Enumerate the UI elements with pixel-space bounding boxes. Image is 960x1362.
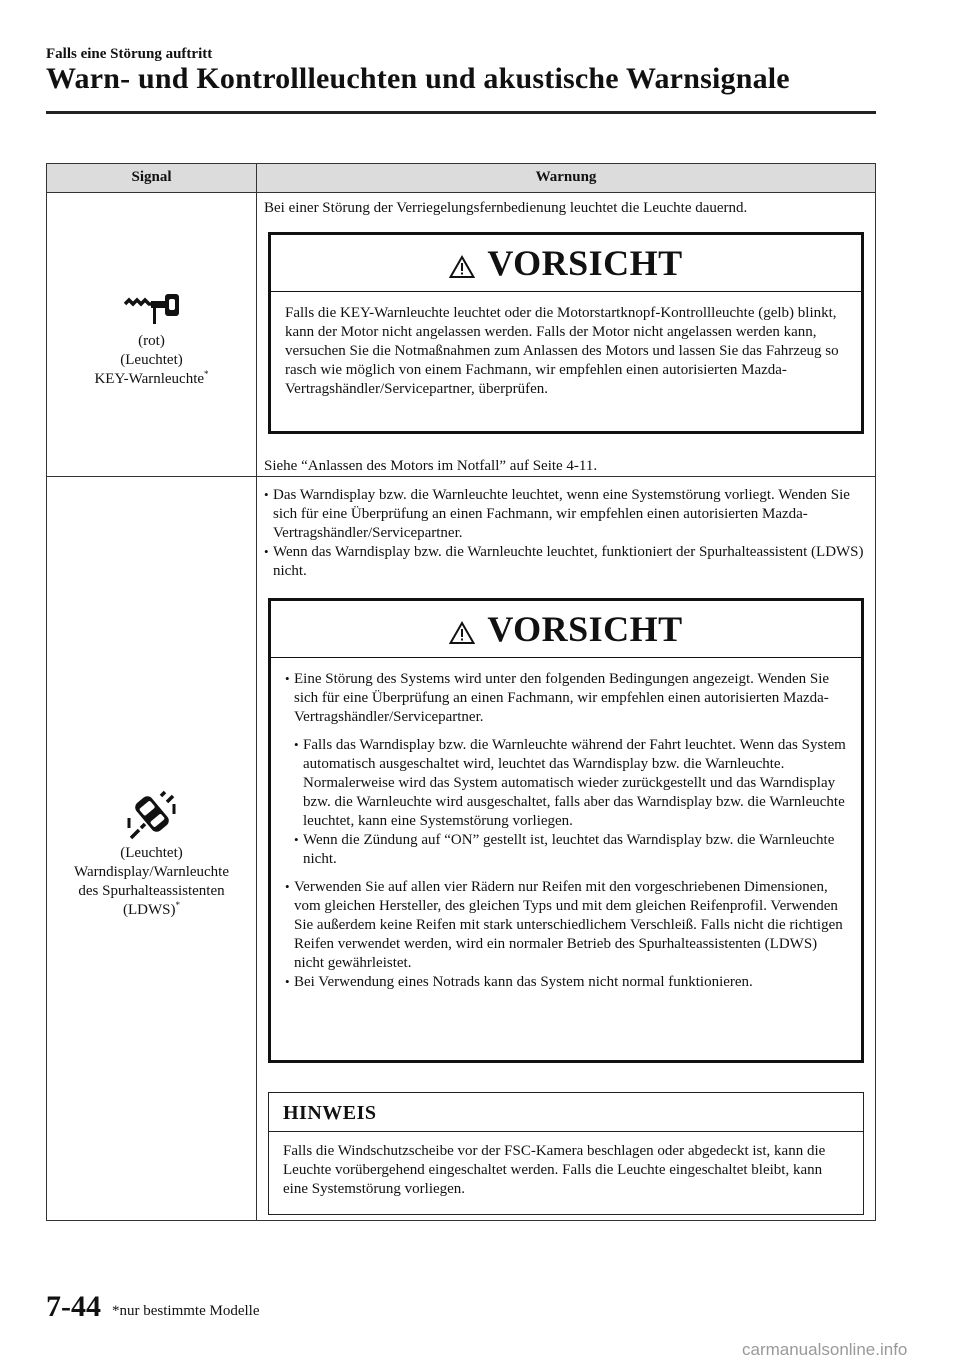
signal-line: (Leuchtet) <box>120 352 183 368</box>
title-rule <box>46 111 876 114</box>
signal-table <box>46 163 876 1221</box>
key-warning-icon <box>123 292 181 326</box>
warning-triangle-icon <box>449 621 475 645</box>
lane-departure-warning-icon <box>127 788 177 840</box>
caution-bullet: • Verwenden Sie auf allen vier Rädern nur Reifen mit den vorgeschriebenen Dimensionen, vom gleichen Hersteller, des gleichen Typs und mit dem gleichen Reifenprofil. Verwenden Sie außerdem keine Reifen mit stark unterschiedlichem Verschleiß. Falls nicht die richtigen Reifen verwendet werden, wird ein normaler Betrieb des Spurhalteassistenten (LDWS) nicht gewährleistet. <box>285 878 847 973</box>
hinweis-title: HINWEIS <box>269 1093 863 1132</box>
row-divider <box>47 476 875 477</box>
caution-body <box>271 658 861 992</box>
caution-bullet: • Eine Störung des Systems wird unter den folgenden Bedingungen angezeigt. Wenden Sie sich für eine Überprüfung an einen Fachmann, wir empfehlen einen autorisierten Mazda-Vertragshändler/Servicepartner. <box>285 670 847 727</box>
table-header <box>47 164 875 193</box>
footnote-mark: * <box>204 369 209 379</box>
page-number: 7-44 <box>46 1290 101 1323</box>
caution-list <box>285 878 847 992</box>
caution-bullet: • Bei Verwendung eines Notrads kann das System nicht normal funktionieren. <box>285 973 847 992</box>
caution-text: Falls die KEY-Warnleuchte leuchtet oder die Motorstartknopf-Kontrollleuchte (gelb) blinkt, kann der Motor nicht angelassen werden. Falls der Motor nicht angelassen werden kann, versuchen Sie die Notmaßnahmen zum Anlassen des Motors und lassen Sie das Fahrzeug so rasch wie möglich von einem Fachmann, wir empfehlen einen autorisierten Mazda-Vertragshändler/Servicepartner, überprüfen. <box>285 305 839 397</box>
caution-body <box>271 292 861 399</box>
signal-line: des Spurhalteassistenten <box>78 883 225 899</box>
caution-header <box>271 601 861 658</box>
column-header-warnung: Warnung <box>535 169 597 185</box>
column-divider <box>256 164 257 1220</box>
signal-cell-key <box>47 292 256 389</box>
signal-name: (LDWS) <box>123 902 176 918</box>
caution-sub-bullet: • Falls das Warndisplay bzw. die Warnleuchte während der Fahrt leuchtet. Wenn das System automatisch ausgeschaltet wird, leuchtet das Warndisplay bzw. die Warnleuchte. Normalerweise wird das System automatisch wieder zurückgestellt und das Warndisplay bzw. die Warnleuchte wird ausgeschaltet, falls aber das Warndisplay bzw. die Warnleuchte leuchtet, kann eine Systemstörung vorliegen. <box>294 736 847 831</box>
signal-line: Warndisplay/Warnleuchte <box>73 864 230 880</box>
warning-bullets <box>264 486 874 581</box>
hinweis-box <box>268 1092 864 1215</box>
signal-line: (rot) <box>138 333 165 349</box>
watermark: carmanualsonline.info <box>742 1340 908 1359</box>
page-reference: Siehe “Anlassen des Motors im Notfall” auf Seite 4-11. <box>264 458 598 474</box>
warning-bullet: • Wenn das Warndisplay bzw. die Warnleuchte leuchtet, funktioniert der Spurhalteassistent (LDWS) nicht. <box>264 543 874 581</box>
section-label: Falls eine Störung auftritt <box>46 46 213 62</box>
footnote: *nur bestimmte Modelle <box>112 1303 260 1319</box>
caution-title: VORSICHT <box>487 609 683 649</box>
caution-sub-bullet: • Wenn die Zündung auf “ON” gestellt ist, leuchtet das Warndisplay bzw. die Warnleuchte nicht. <box>294 831 847 869</box>
signal-name: KEY-Warnleuchte <box>94 371 205 387</box>
signal-line: (Leuchtet) <box>120 845 183 861</box>
caution-box <box>268 232 864 434</box>
page-title: Warn- und Kontrollleuchten und akustische Warnsignale <box>46 62 790 95</box>
caution-header <box>271 235 861 292</box>
caution-sub-list <box>285 736 847 869</box>
caution-title: VORSICHT <box>487 243 683 283</box>
warning-bullet: • Das Warndisplay bzw. die Warnleuchte leuchtet, wenn eine Systemstörung vorliegt. Wenden Sie sich für eine Überprüfung an einen Fachmann, wir empfehlen einen autorisierten Mazda-Vertragshändler/Servicepartner. <box>264 486 874 543</box>
caution-box <box>268 598 864 1063</box>
warning-intro: Bei einer Störung der Verriegelungsfernbedienung leuchtet die Leuchte dauernd. <box>264 200 748 216</box>
warning-triangle-icon <box>449 255 475 279</box>
footnote-mark: * <box>175 900 180 910</box>
hinweis-text: Falls die Windschutzscheibe vor der FSC-Kamera beschlagen oder abgedeckt ist, kann die Leuchte vorübergehend eingeschaltet werden. Falls die Leuchte eingeschaltet bleibt, kann eine Systemstörung vorliegen. <box>283 1143 826 1197</box>
column-header-signal: Signal <box>131 169 172 185</box>
signal-cell-ldws <box>47 788 256 920</box>
